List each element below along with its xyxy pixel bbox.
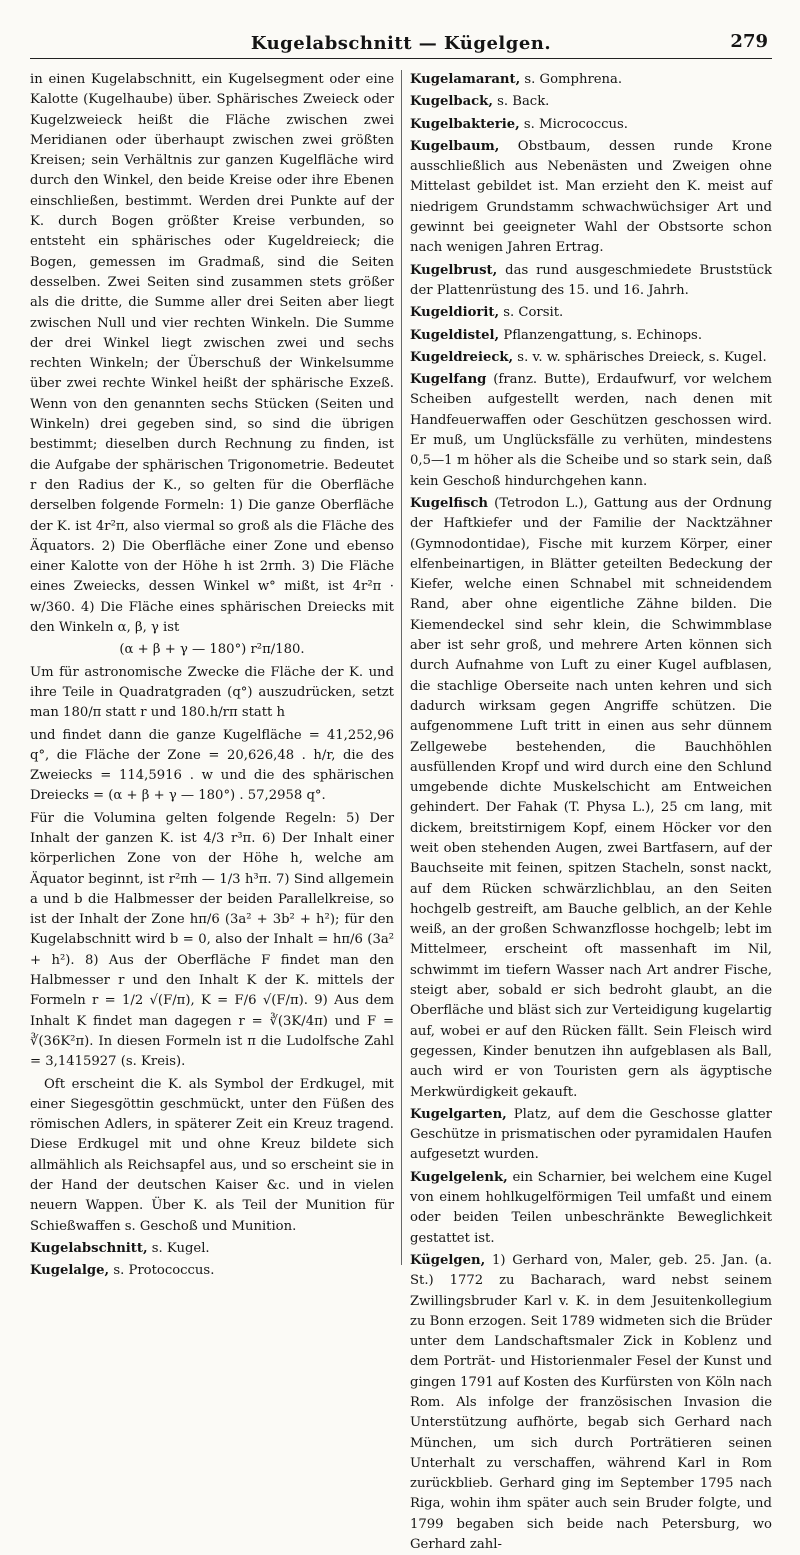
dictionary-entry	[410, 326, 772, 346]
entry-text: Platz, auf dem die Geschosse glatter Geschütze in prismatischen oder pyramidalen Haufen aufgesetzt wurden.	[410, 1106, 772, 1163]
entry-headword: Kugeldistel,	[410, 327, 500, 343]
dictionary-entry	[410, 370, 772, 492]
entry-headword: Kugelfang	[410, 372, 487, 388]
entry-text: (franz. Butte), Erdaufwurf, vor welchem Scheiben aufgestellt werden, nach denen mit Handfeuerwaffen oder Geschützen geschossen wird. Er muß, um Unglücksfälle zu verhüten, mindestens 0,5—1 m höher als die Scheibe und so stark sein, daß kein Geschoß hindurchgehen kann.	[410, 372, 772, 489]
dictionary-entry	[410, 1168, 772, 1249]
entry-text: Obstbaum, dessen runde Krone ausschließlich aus Nebenästen und Zweigen ohne Mittelast gebildet ist. Man erzieht den K. meist auf niedrigem Grundstamm schwachwüchsiger Art und gewinnt bei geeigneter Wahl der Obstsorte schon nach wenigen Jahren Ertrag.	[410, 138, 772, 256]
entry-headword: Kugelabschnitt,	[30, 1240, 148, 1256]
paragraph: Oft erscheint die K. als Symbol der Erdkugel, mit einer Siegesgöttin geschmückt, unter den Füßen des römischen Adlers, in späterer Zeit ein Kreuz tragend. Diese Erdkugel mit und ohne Kreuz bildete sich allmählich als Reichsapfel aus, und so erscheint sie in der Hand der deutschen Kaiser &c. und in vielen neuern Wappen. Über K. als Teil der Munition für Schießwaffen s. Geschoß und Munition.	[30, 1076, 394, 1234]
entry-text: s. Back.	[492, 94, 550, 110]
dictionary-entry	[410, 137, 772, 259]
entry-headword: Kugelback,	[410, 94, 493, 110]
entry-text: s. v. w. sphärisches Dreieck, s. Kugel.	[513, 349, 767, 365]
dictionary-entry	[410, 348, 772, 368]
dictionary-entry	[410, 261, 772, 302]
paragraph: und findet dann die ganze Kugelfläche = 41,252,96 q°, die Fläche der Zone = 20,626,48 . h/r, die des Zweiecks = 114,5916 . w und die des sphärischen Dreiecks = (α + β + γ — 180°) . 57,2958 q°.	[30, 727, 394, 804]
entry-text: s. Gomphrena.	[520, 72, 623, 87]
column-divider	[401, 70, 402, 1265]
paragraph: in einen Kugelabschnitt, ein Kugelsegment oder eine Kalotte (Kugelhaube) über. Sphärisches Zweieck oder Kugelzweieck heißt die Fläche zwischen zwei Meridianen oder überhaupt zwischen zwei größten Kreisen; sein Verhältnis zur ganzen Kugelfläche wird durch den Winkel, den beide Kreise oder ihre Ebenen einschließen, bestimmt. Werden drei Punkte auf der K. durch Bogen größter Kreise verbunden, so entsteht ein sphärisches oder Kugeldreieck; die Bogen, gemessen im Gradmaß, sind die Seiten desselben. Zwei Seiten sind zusammen stets größer als die dritte, die Summe aller drei Seiten aber liegt zwischen Null und vier rechten Winkeln. Die Summe der drei Winkel liegt zwischen zwei und sechs rechten Winkeln; der Überschuß der Winkelsumme über zwei rechte Winkel heißt der sphärische Exzeß. Wenn von den genannten sechs Stücken (Seiten und Winkeln) drei gegeben sind, so sind die übrigen bestimmt; dieselben durch Rechnung zu finden, ist die Aufgabe der sphärischen Trigonometrie. Bedeutet r den Radius der K., so gelten für die Oberfläche derselben folgende Formeln: 1) Die ganze Oberfläche der K. ist 4r²π, also viermal so groß als die Fläche des Äquators. 2) Die Oberfläche einer Zone und ebenso einer Kalotte von der Höhe h ist 2rπh. 3) Die Fläche eines Zweiecks, dessen Winkel w° mißt, ist 4r²π · w/360. 4) Die Fläche eines sphärischen Dreiecks mit den Winkeln α, β, γ ist	[30, 72, 394, 636]
entry-headword: Kugelalge,	[30, 1263, 110, 1279]
paragraph: Für die Volumina gelten folgende Regeln: 5) Der Inhalt der ganzen K. ist 4/3 r³π. 6) Der Inhalt einer körperlichen Zone von der Höhe h, welche am Äquator beginnt, ist r²πh — 1/3 h³π. 7) Sind allgemein a und b die Halbmesser der beiden Parallelkreise, so ist der Inhalt der Zone hπ/6 (3a² + 3b² + h²); für den Kugelabschnitt wird b = 0, also der Inhalt = hπ/6 (3a² + h²). 8) Aus der Oberfläche F findet man den Halbmesser r und den Inhalt K der K. mittels der Formeln r = 1/2 √(F/π), K = F/6 √(F/π). 9) Aus dem Inhalt K findet man dagegen r = ∛(3K/4π) und F = ∛(36K²π). In diesen Formeln ist π die Ludolfsche Zahl = 3,1415927 (s. Kreis).	[30, 810, 394, 1070]
formula: (α + β + γ — 180°) r²π/180.	[119, 642, 305, 658]
entry-headword: Kugelgelenk,	[410, 1169, 508, 1185]
entry-text: Pflanzengattung, s. Echinops.	[499, 327, 703, 343]
page-number: 279	[730, 31, 768, 52]
entry-headword: Kugelbrust,	[410, 262, 498, 278]
dictionary-entry	[410, 92, 772, 112]
entry-text: das rund ausgeschmiedete Bruststück der Plattenrüstung des 15. und 16. Jahrh.	[410, 262, 772, 298]
entry-text: s. Kugel.	[147, 1240, 210, 1256]
paragraph: Um für astronomische Zwecke die Fläche der K. und ihre Teile in Quadratgraden (q°) auszudrücken, setzt man 180/π statt r und 180.h/rπ statt h	[30, 664, 394, 721]
dictionary-entry	[410, 303, 772, 323]
dictionary-entry	[410, 70, 772, 90]
entry-headword: Kugeldiorit,	[410, 305, 500, 321]
dictionary-entry	[30, 1239, 394, 1259]
left-column	[30, 70, 394, 1279]
entry-headword: Kugelbaum,	[410, 138, 500, 154]
entry-text: (Tetrodon L.), Gattung aus der Ordnung der Haftkiefer und der Familie der Nacktzähner (Gymnodontidae), Fische mit kurzem Körper, einer elfenbeinartigen, in Blätter geteilten Bedeckung der Kiefer, welche einen Schnabel mit schneidendem Rand, aber ohne eigentliche Zähne bilden. Die Kiemendeckel sind sehr klein, die Schwimmblase aber ist sehr groß, und mehrere Arten können sich durch Aufnahme von Luft zu einer Kugel aufblasen, die stachlige Oberseite nach unten kehren und sich dadurch wirksam gegen Angriffe schützen. Die aufgenommene Luft tritt in einen aus sehr dünnem Zellgewebe bestehenden, die Bauchhöhlen ausfüllenden Kropf und wird durch eine den Schlund umgebende dichte Muskelschicht am Entweichen gehindert. Der Fahak (T. Physa L.), 25 cm lang, mit dickem, breitstirnigem Kopf, einem Höcker vor den weit oben stehenden Augen, zwei Bartfasern, auf der Bauchseite mit feinen, spitzen Stacheln, sonst nackt, auf dem Rücken schwärzlichblau, an den Seiten hochgelb gestreift, am Bauche gelblich, an der Kehle weiß, an der großen Schwanzflosse hochgelb; lebt im Mittelmeer, erscheint oft massenhaft im Nil, schwimmt im tiefern Wasser nach Art andrer Fische, steigt aber, sobald er sich bedroht glaubt, an die Oberfläche und bläst sich zur Verteidigung kugelartig auf, wobei er auf den Rücken fällt. Sein Fleisch wird gegessen, Kinder benutzen ihn aufgeblasen als Ball, auch wird er von Touristen gern als ägyptische Merkwürdigkeit gekauft.	[410, 495, 772, 1100]
entry-headword: Kugeldreieck,	[410, 349, 514, 365]
entry-headword: Kugelbakterie,	[410, 116, 520, 132]
entry-text: 1) Gerhard von, Maler, geb. 25. Jan. (a. St.) 1772 zu Bacharach, ward nebst seinem Zwillingsbruder Karl v. K. in dem Jesuitenkollegium zu Bonn erzogen. Seit 1789 widmeten sich die Brüder unter dem Landschaftsmaler Zick in Koblenz und dem Porträt- und Historienmaler Fesel der Kunst und gingen 1791 auf Kosten des Kurfürsten von Köln nach Rom. Als infolge der französischen Invasion die Unterstützung aufhörte, begab sich Gerhard nach München, um sich durch Porträtieren seinen Unterhalt zu verschaffen, während Karl in Rom zurückblieb. Gerhard ging im September 1795 nach Riga, wohin ihm später auch sein Bruder folgte, und 1799 begaben sich beide nach Petersburg, wo Gerhard zahl-	[410, 1252, 772, 1553]
entry-text: s. Protococcus.	[109, 1263, 215, 1279]
entry-headword: Kugelgarten,	[410, 1106, 507, 1122]
right-column	[410, 70, 772, 1553]
dictionary-entry	[410, 1105, 772, 1166]
page-header	[30, 28, 772, 59]
entry-text: ein Scharnier, bei welchem eine Kugel von einem hohlkugelförmigen Teil umfaßt und einem oder beiden Teilen unbeschränkte Beweglichkeit gestattet ist.	[410, 1169, 772, 1246]
dictionary-entry	[410, 115, 772, 135]
dictionary-entry	[410, 1251, 772, 1555]
running-title: Kugelabschnitt — Kügelgen.	[250, 32, 552, 54]
entry-headword: Kügelgen,	[410, 1252, 486, 1268]
entry-text: s. Corsit.	[499, 305, 564, 321]
entry-headword: Kugelfisch	[410, 495, 489, 511]
entry-text: s. Micrococcus.	[519, 116, 628, 132]
entry-headword: Kugelamarant,	[410, 72, 521, 87]
dictionary-entry	[410, 494, 772, 1103]
dictionary-entry	[30, 1261, 394, 1281]
